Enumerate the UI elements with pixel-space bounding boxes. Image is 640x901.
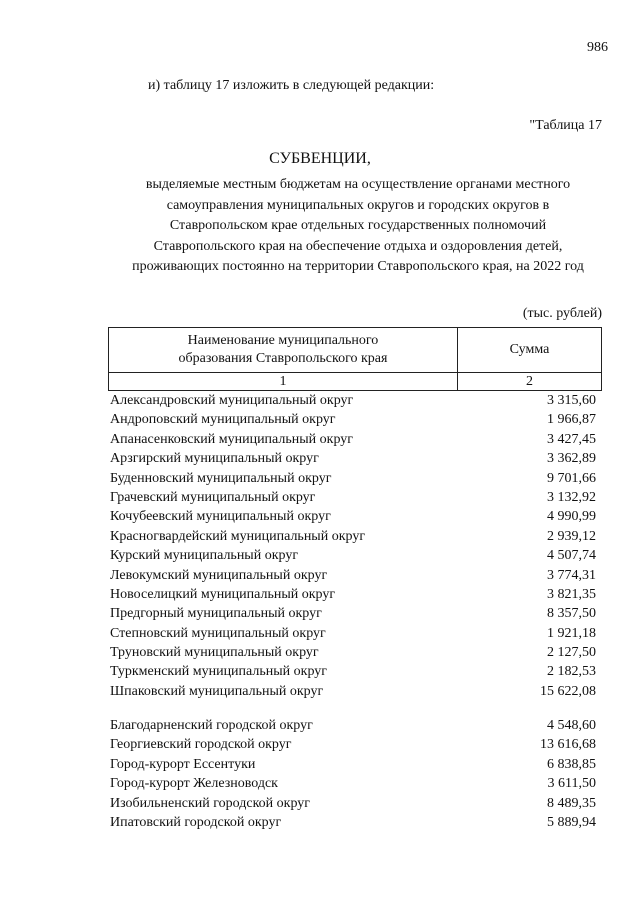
document-title: СУБВЕНЦИИ, xyxy=(269,150,371,167)
row-value: 2 182,53 xyxy=(547,664,596,680)
table-row xyxy=(110,546,596,565)
row-value: 1 966,87 xyxy=(547,412,596,428)
table-row xyxy=(110,469,596,488)
subtitle-line: самоуправления муниципальных округов и городских округов в xyxy=(166,197,550,213)
row-name: Апанасенковский муниципальный округ xyxy=(110,431,354,447)
subtitle-line: проживающих постоянно на территории Ставропольского края, на 2022 год xyxy=(132,259,584,274)
row-value: 3 132,92 xyxy=(547,489,596,505)
table-row xyxy=(110,488,596,507)
table-reference: "Таблица 17 xyxy=(529,118,602,133)
table-row xyxy=(110,604,596,623)
subtitle-line: Ставропольского края на обеспечение отдыха и оздоровления детей, xyxy=(153,238,563,254)
row-name: Кочубеевский муниципальный округ xyxy=(110,509,331,525)
row-value: 8 489,35 xyxy=(547,795,596,811)
table-row xyxy=(110,813,596,832)
column-number-1: 1 xyxy=(279,373,287,389)
row-value: 4 990,99 xyxy=(547,509,596,525)
row-name: Степновский муниципальный округ xyxy=(110,625,326,641)
table-row xyxy=(110,716,596,735)
row-name: Арзгирский муниципальный округ xyxy=(110,451,319,467)
row-name: Город-курорт Железноводск xyxy=(110,776,278,792)
table-row xyxy=(110,682,596,701)
table-row xyxy=(110,391,596,410)
subtitle-line: Ставропольском крае отдельных государственных полномочий xyxy=(169,218,547,233)
table-row xyxy=(110,755,596,774)
table-row xyxy=(110,507,596,526)
row-value: 1 921,18 xyxy=(547,625,596,641)
row-value: 4 507,74 xyxy=(547,548,596,564)
row-value: 13 616,68 xyxy=(540,737,596,753)
header-name-line: Наименование муниципального xyxy=(187,333,379,348)
municipal-rows xyxy=(110,391,596,701)
page-number: 986 xyxy=(587,40,608,55)
row-name: Александровский муниципальный округ xyxy=(110,393,354,408)
table-row xyxy=(110,624,596,643)
subtitle-line: выделяемые местным бюджетам на осуществление органами местного xyxy=(145,177,571,192)
row-name: Шпаковский муниципальный округ xyxy=(110,683,324,699)
table-row xyxy=(110,585,596,604)
table-header xyxy=(108,327,602,391)
row-name: Ипатовский городской округ xyxy=(110,814,282,830)
table-row xyxy=(110,662,596,681)
row-value: 8 357,50 xyxy=(547,606,596,622)
document-subtitle xyxy=(98,175,618,278)
row-value: 3 315,60 xyxy=(547,393,596,408)
urban-rows xyxy=(110,716,596,832)
row-value: 2 939,12 xyxy=(547,528,596,544)
table-row xyxy=(110,430,596,449)
table-row xyxy=(110,527,596,546)
table-row xyxy=(110,410,596,429)
row-name: Буденновский муниципальный округ xyxy=(110,470,332,486)
row-value: 3 774,31 xyxy=(547,567,596,583)
header-name-line: образования Ставропольского края xyxy=(178,351,388,366)
header-sum-cell: Сумма xyxy=(509,342,550,357)
row-name: Труновский муниципальный округ xyxy=(110,645,319,661)
row-value: 3 821,35 xyxy=(547,586,596,602)
row-value: 3 611,50 xyxy=(547,776,596,792)
row-value: 3 362,89 xyxy=(547,451,596,467)
table-row xyxy=(110,643,596,662)
row-name: Город-курорт Ессентуки xyxy=(110,756,256,772)
row-name: Красногвардейский муниципальный округ xyxy=(110,528,366,544)
table-row xyxy=(110,774,596,793)
row-value: 15 622,08 xyxy=(540,683,596,699)
table-row xyxy=(110,794,596,813)
row-name: Левокумский муниципальный округ xyxy=(110,567,328,583)
row-name: Грачевский муниципальный округ xyxy=(110,489,316,505)
row-value: 2 127,50 xyxy=(547,645,596,661)
header-name-cell xyxy=(109,328,457,372)
row-value: 3 427,45 xyxy=(547,431,596,447)
row-value: 5 889,94 xyxy=(547,814,596,830)
unit-label: (тыс. рублей) xyxy=(522,306,602,321)
row-name: Туркменский муниципальный округ xyxy=(110,664,327,680)
row-value: 4 548,60 xyxy=(547,718,596,733)
row-name: Андроповский муниципальный округ xyxy=(110,412,336,428)
table-row xyxy=(110,735,596,754)
row-name: Изобильненский городской округ xyxy=(110,795,311,811)
table-row xyxy=(110,449,596,468)
row-name: Курский муниципальный округ xyxy=(110,548,299,564)
row-value: 9 701,66 xyxy=(547,470,596,486)
table-row xyxy=(110,566,596,585)
row-name: Благодарненский городской округ xyxy=(110,718,313,733)
column-number-2: 2 xyxy=(526,373,533,389)
instruction-text: и) таблицу 17 изложить в следующей редакции: xyxy=(148,78,435,93)
row-name: Новоселицкий муниципальный округ xyxy=(110,586,336,602)
row-name: Предгорный муниципальный округ xyxy=(110,606,322,622)
row-value: 6 838,85 xyxy=(547,756,596,772)
row-name: Георгиевский городской округ xyxy=(110,737,292,753)
